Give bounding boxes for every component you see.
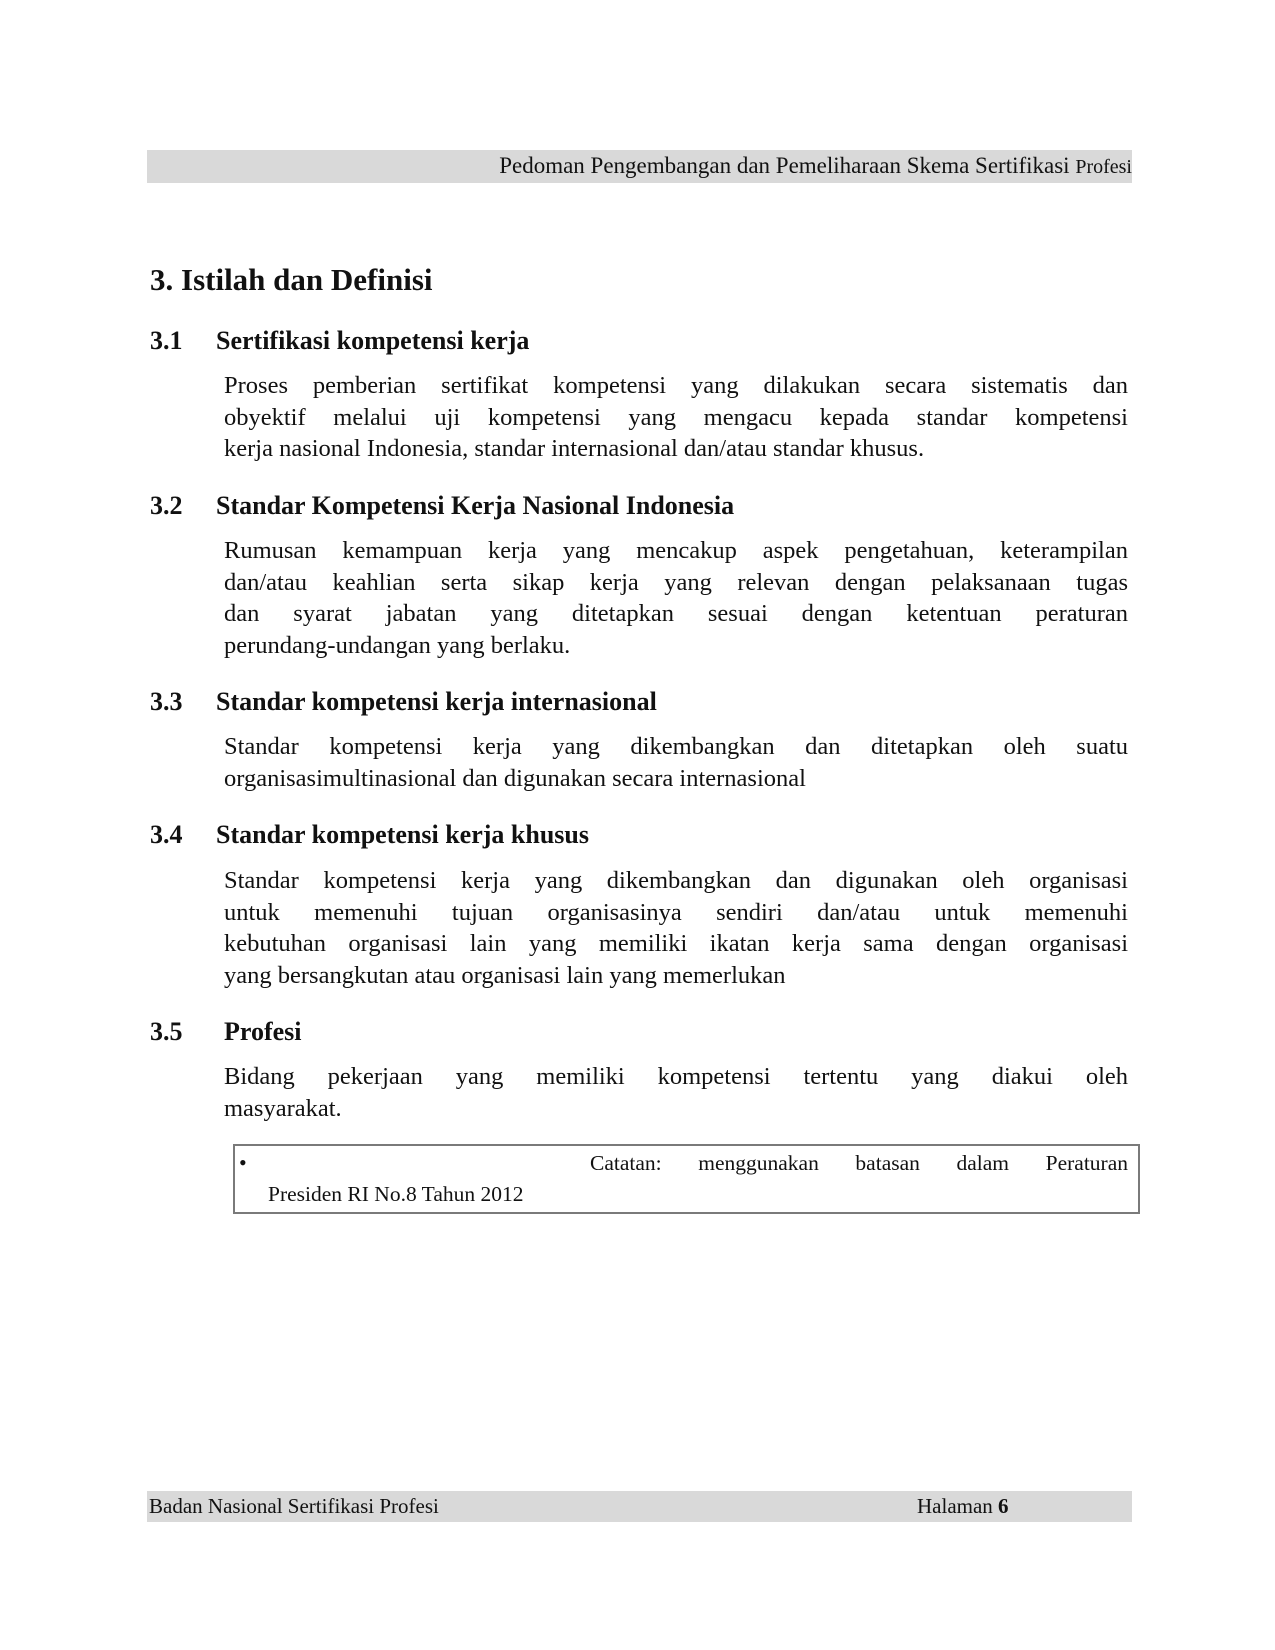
definition-body — [224, 731, 1128, 794]
page-header — [147, 150, 1132, 183]
note-line-1: Catatan: menggunakan batasan dalam Peraturan — [590, 1151, 1128, 1175]
body-line: obyektif melalui uji kompetensi yang mengacu kepada standar kompetensi — [224, 403, 1128, 431]
section-title: 3. Istilah dan Definisi — [150, 262, 433, 297]
header-title-main: Pedoman Pengembangan dan Pemeliharaan Skema Sertifikasi — [499, 153, 1070, 178]
body-line: organisasimultinasional dan digunakan secara internasional — [224, 764, 806, 792]
body-line: perundang-undangan yang berlaku. — [224, 631, 571, 659]
definition-heading — [150, 820, 589, 850]
definition-heading — [150, 326, 529, 356]
definition-number: 3.1 — [150, 326, 183, 355]
body-line: Bidang pekerjaan yang memiliki kompetensi tertentu yang diakui oleh — [224, 1063, 1128, 1090]
body-line: Standar kompetensi kerja yang dikembangkan dan ditetapkan oleh suatu — [224, 733, 1128, 760]
body-line: Standar kompetensi kerja yang dikembangkan dan digunakan oleh organisasi — [224, 867, 1128, 894]
definition-heading — [150, 1017, 302, 1047]
footer-page-number: 6 — [998, 1494, 1009, 1518]
definition-body — [224, 370, 1128, 465]
definition-number: 3.2 — [150, 491, 183, 520]
definition-number: 3.5 — [150, 1017, 183, 1046]
definition-term: Profesi — [224, 1017, 302, 1046]
body-line: yang bersangkutan atau organisasi lain yang memerlukan — [224, 961, 786, 989]
body-line: Proses pemberian sertifikat kompetensi yang dilakukan secara sistematis dan — [224, 372, 1128, 399]
definition-body — [224, 535, 1128, 661]
note-box — [233, 1144, 1140, 1214]
header-title-tail: Profesi — [1075, 156, 1132, 178]
body-line: dan syarat jabatan yang ditetapkan sesuai dengan ketentuan peraturan — [224, 600, 1128, 627]
definition-term: Standar Kompetensi Kerja Nasional Indonesia — [216, 491, 735, 520]
definition-heading — [150, 687, 657, 717]
header-title — [499, 153, 1132, 179]
footer-organization: Badan Nasional Sertifikasi Profesi — [149, 1494, 439, 1518]
body-line: untuk memenuhi tujuan organisasinya sendiri dan/atau untuk memenuhi — [224, 898, 1128, 926]
footer-page-label: Halaman — [917, 1494, 993, 1518]
body-line: kebutuhan organisasi lain yang memiliki ikatan kerja sama dengan organisasi — [224, 930, 1128, 957]
definition-term: Standar kompetensi kerja khusus — [216, 820, 590, 849]
definition-term: Sertifikasi kompetensi kerja — [216, 326, 530, 355]
body-line: dan/atau keahlian serta sikap kerja yang relevan dengan pelaksanaan tugas — [224, 568, 1128, 596]
definition-body — [224, 1061, 1128, 1124]
bullet-icon: • — [239, 1150, 247, 1175]
footer-page-indicator — [917, 1494, 1009, 1519]
definition-term: Standar kompetensi kerja internasional — [216, 687, 657, 716]
page-footer — [147, 1491, 1132, 1522]
definition-heading — [150, 491, 734, 521]
definition-number: 3.3 — [150, 687, 183, 716]
definition-body — [224, 865, 1128, 991]
note-line-2: Presiden RI No.8 Tahun 2012 — [268, 1182, 524, 1206]
definition-number: 3.4 — [150, 820, 183, 849]
body-line: kerja nasional Indonesia, standar internasional dan/atau standar khusus. — [224, 435, 925, 462]
body-line: masyarakat. — [224, 1094, 342, 1122]
body-line: Rumusan kemampuan kerja yang mencakup aspek pengetahuan, keterampilan — [224, 537, 1128, 564]
